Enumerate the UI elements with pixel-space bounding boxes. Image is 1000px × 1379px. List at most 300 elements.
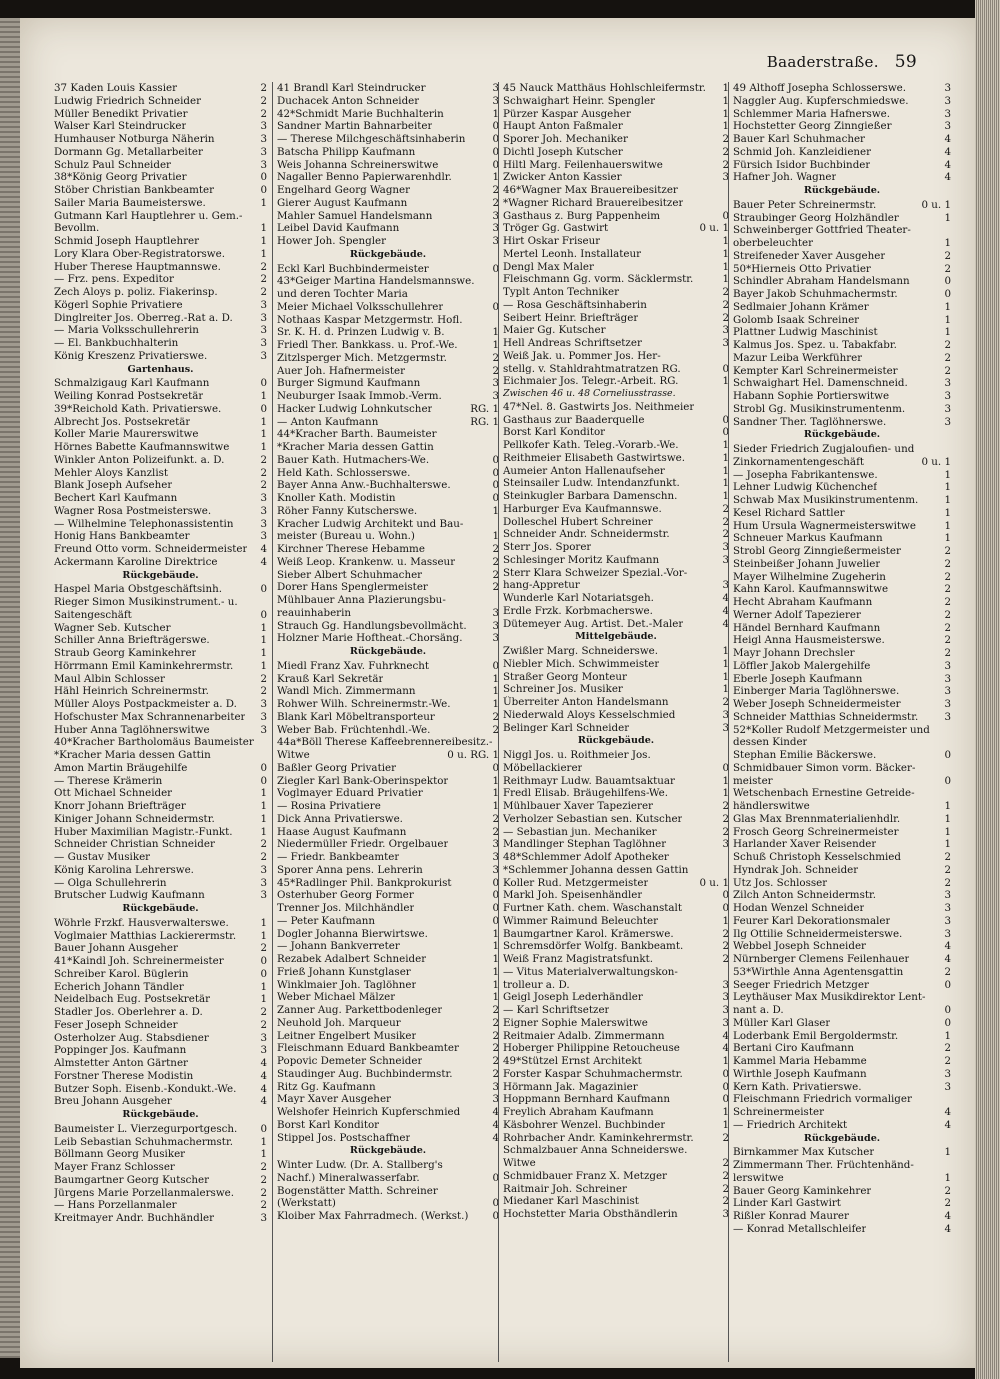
resident-name: Schweinberger Gottfried Theater- bbox=[733, 224, 911, 237]
resident-entry bbox=[54, 299, 267, 312]
resident-entry bbox=[503, 618, 729, 631]
resident-entry bbox=[54, 800, 267, 813]
resident-name: Maul Albin Schlosser bbox=[54, 672, 165, 685]
resident-name: Baumeister L. Vierzegurportgesch. bbox=[54, 1122, 238, 1135]
resident-name: Humhauser Notburga Näherin bbox=[54, 133, 215, 145]
resident-entry bbox=[503, 1042, 729, 1055]
resident-entry bbox=[277, 966, 499, 979]
resident-name: Löffler Jakob Malergehilfe bbox=[733, 659, 871, 672]
resident-name: Hiltl Marg. Feilenhauerswitwe bbox=[503, 158, 663, 171]
resident-entry bbox=[54, 749, 267, 762]
resident-name: — El. Bankbuchhalterin bbox=[54, 337, 179, 349]
resident-name: Leibel David Kaufmann bbox=[277, 222, 400, 235]
floor-number: 3 bbox=[260, 863, 267, 876]
resident-entry bbox=[503, 426, 729, 439]
resident-entry bbox=[733, 1223, 951, 1236]
floor-number: 1 bbox=[722, 657, 729, 670]
floor-number: 2 bbox=[260, 1199, 267, 1212]
resident-name: Frosch Georg Schreinermeister bbox=[733, 825, 899, 838]
resident-entry bbox=[503, 851, 729, 864]
resident-name: Straubinger Georg Holzhändler bbox=[733, 211, 899, 224]
resident-name: Mertel Leonh. Installateur bbox=[503, 247, 642, 260]
floor-number: 1 bbox=[722, 1106, 729, 1118]
resident-name: Zimmermann Ther. Früchtenhänd- bbox=[733, 1159, 914, 1171]
resident-entry bbox=[54, 981, 267, 994]
resident-entry bbox=[54, 324, 267, 337]
resident-entry bbox=[733, 966, 951, 979]
resident-entry bbox=[733, 685, 951, 698]
resident-entry bbox=[503, 1093, 729, 1106]
floor-number: 3 bbox=[260, 120, 267, 133]
floor-number: 1 bbox=[722, 1055, 729, 1067]
floor-number: 0 bbox=[492, 453, 499, 466]
floor-number: 3 bbox=[492, 209, 499, 222]
resident-name: Mehler Aloys Kanzlist bbox=[54, 466, 169, 479]
resident-entry bbox=[54, 1187, 267, 1200]
resident-name: Schlesinger Moritz Kaufmann bbox=[503, 553, 660, 566]
resident-name: Neuhold Joh. Marqueur bbox=[277, 1016, 401, 1029]
resident-entry bbox=[503, 1144, 729, 1157]
floor-number: 1 bbox=[492, 339, 499, 351]
floor-number: 3 bbox=[944, 120, 951, 133]
column-2 bbox=[272, 82, 499, 1362]
resident-entry bbox=[733, 212, 951, 225]
floor-number: 1 bbox=[260, 980, 267, 993]
resident-entry bbox=[733, 416, 951, 429]
resident-name: Welshofer Heinrich Kupferschmied bbox=[277, 1106, 461, 1118]
floor-number: 2 bbox=[492, 1029, 499, 1042]
resident-entry bbox=[733, 390, 951, 403]
resident-entry bbox=[503, 1017, 729, 1030]
floor-number bbox=[947, 1093, 951, 1106]
resident-entry bbox=[277, 146, 499, 159]
floor-number: 3 bbox=[260, 710, 267, 723]
floor-number: 3 bbox=[944, 672, 951, 685]
resident-entry bbox=[733, 494, 951, 507]
resident-entry bbox=[733, 1106, 951, 1119]
resident-name: Gasthaus zur Baaderquelle bbox=[503, 413, 645, 426]
floor-number: 0 bbox=[492, 659, 499, 672]
resident-name: 52*Koller Rudolf Metzgermeister und bbox=[733, 723, 930, 736]
floor-number bbox=[947, 443, 951, 456]
floor-number: RG. 1 bbox=[470, 402, 499, 415]
resident-name: Gierer August Kaufmann bbox=[277, 196, 408, 209]
floor-number: 3 bbox=[722, 171, 729, 184]
floor-number: 4 bbox=[260, 1095, 267, 1108]
floor-number: 1 bbox=[492, 965, 499, 978]
floor-number: 1 bbox=[492, 800, 499, 812]
resident-entry bbox=[733, 507, 951, 520]
resident-name: Bogenstätter Matth. Schreiner bbox=[277, 1184, 438, 1197]
floor-number: 1 bbox=[722, 670, 729, 683]
floor-number: 3 bbox=[260, 1212, 267, 1224]
floor-number: 2 bbox=[260, 273, 267, 286]
floor-number: 1 bbox=[492, 787, 499, 800]
resident-entry bbox=[277, 851, 499, 864]
resident-entry bbox=[503, 95, 729, 108]
resident-entry bbox=[277, 698, 499, 711]
resident-name: Haspel Maria Obstgeschäftsinh. bbox=[54, 583, 222, 596]
floor-number: 4 bbox=[260, 1082, 267, 1095]
resident-entry bbox=[733, 250, 951, 263]
resident-entry bbox=[277, 749, 499, 762]
resident-entry bbox=[733, 698, 951, 711]
resident-entry bbox=[277, 813, 499, 826]
floor-number: 3 bbox=[722, 1004, 729, 1016]
resident-name: Rißler Konrad Maurer bbox=[733, 1210, 849, 1222]
column-4 bbox=[728, 82, 951, 1362]
floor-number: 1 bbox=[260, 800, 267, 812]
floor-number: 2 bbox=[722, 1195, 729, 1208]
floor-number: 0 bbox=[260, 402, 267, 415]
resident-name: Fürsich Isidor Buchbinder bbox=[733, 158, 871, 171]
resident-name: Plattner Ludwig Maschinist bbox=[733, 326, 878, 339]
resident-name: 41*Kaindl Joh. Schreinermeister bbox=[54, 955, 224, 967]
floor-number: 1 bbox=[260, 235, 267, 247]
resident-entry bbox=[733, 1119, 951, 1132]
floor-number: 3 bbox=[722, 324, 729, 337]
resident-entry bbox=[503, 171, 729, 184]
resident-entry bbox=[54, 146, 267, 159]
resident-name: Weiß Franz Magistratsfunkt. bbox=[503, 953, 654, 965]
resident-entry bbox=[54, 955, 267, 968]
resident-entry bbox=[733, 558, 951, 571]
resident-entry bbox=[733, 571, 951, 584]
floor-number: 2 bbox=[260, 942, 267, 955]
floor-number: 3 bbox=[260, 530, 267, 543]
resident-entry bbox=[54, 968, 267, 981]
floor-number: 2 bbox=[260, 453, 267, 466]
resident-name: Linder Karl Gastwirt bbox=[733, 1197, 841, 1210]
resident-entry bbox=[503, 490, 729, 503]
resident-entry bbox=[733, 634, 951, 647]
floor-number: 0 bbox=[944, 1016, 951, 1029]
resident-name: Sterr Klara Schweizer Spezial.-Vor- bbox=[503, 566, 688, 579]
floor-number: 1 bbox=[944, 313, 951, 326]
resident-name: Müller Karl Glaser bbox=[733, 1016, 831, 1029]
resident-name: Strobl Georg Zinngießermeister bbox=[733, 545, 901, 557]
resident-entry bbox=[277, 1042, 499, 1055]
resident-entry bbox=[503, 1183, 729, 1196]
resident-entry bbox=[733, 237, 951, 250]
floor-number: 3 bbox=[492, 838, 499, 851]
resident-entry bbox=[277, 1132, 499, 1145]
floor-number: 2 bbox=[944, 570, 951, 583]
floor-number bbox=[947, 762, 951, 775]
floor-number: 0 bbox=[944, 749, 951, 761]
resident-name: Golomb Isaak Schreiner bbox=[733, 313, 860, 326]
resident-name: Leib Sebastian Schuhmachermstr. bbox=[54, 1135, 234, 1148]
resident-name: Rohrbacher Andr. Kaminkehrermstr. bbox=[503, 1131, 694, 1144]
resident-entry bbox=[503, 864, 729, 877]
resident-entry bbox=[54, 403, 267, 416]
resident-name: Nagaller Benno Papierwarenhdlr. bbox=[277, 171, 452, 184]
resident-entry bbox=[503, 800, 729, 813]
resident-name: Hochstetter Maria Obsthändlerin bbox=[503, 1208, 678, 1220]
floor-number: 1 bbox=[260, 812, 267, 825]
floor-number: 2 bbox=[492, 568, 499, 581]
resident-name: Streifeneder Xaver Ausgeher bbox=[733, 249, 886, 262]
resident-name: stellg. v. Stahldrahtmatratzen RG. bbox=[503, 362, 681, 375]
resident-entry bbox=[733, 736, 951, 749]
floor-number: 0 u. 1 bbox=[921, 198, 951, 211]
resident-name: Zitzlsperger Mich. Metzgermstr. bbox=[277, 351, 447, 364]
resident-entry bbox=[277, 607, 499, 620]
resident-name: 50*Hierneis Otto Privatier bbox=[733, 262, 871, 275]
floor-number: 4 bbox=[722, 1042, 729, 1055]
floor-number: 1 bbox=[944, 1029, 951, 1042]
resident-entry bbox=[277, 800, 499, 813]
resident-entry bbox=[733, 377, 951, 390]
resident-name: Burger Sigmund Kaufmann bbox=[277, 377, 421, 390]
resident-entry bbox=[54, 583, 267, 596]
resident-entry bbox=[277, 940, 499, 953]
floor-number: 1 bbox=[944, 532, 951, 545]
resident-name: Zwicker Anton Kassier bbox=[503, 171, 622, 184]
resident-name: — Josepha Fabrikantenswe. bbox=[733, 468, 878, 481]
floor-number: 0 bbox=[492, 1197, 499, 1210]
resident-name: Voglmaier Matthias Lackierermstr. bbox=[54, 929, 237, 942]
resident-entry bbox=[277, 377, 499, 390]
resident-entry bbox=[733, 301, 951, 314]
floor-number: 1 bbox=[492, 978, 499, 991]
resident-name: Händel Bernhard Kaufmann bbox=[733, 621, 881, 634]
resident-entry bbox=[277, 787, 499, 800]
resident-entry bbox=[503, 108, 729, 121]
resident-entry bbox=[733, 82, 951, 95]
resident-entry bbox=[277, 915, 499, 928]
floor-number: 1 bbox=[944, 494, 951, 506]
resident-name: Nürnberger Clemens Feilenhauer bbox=[733, 953, 910, 965]
resident-entry bbox=[54, 108, 267, 121]
resident-name: Markl Joh. Speisenhändler bbox=[503, 889, 643, 902]
resident-entry bbox=[277, 95, 499, 108]
resident-name: 49 Althoff Josepha Schlosserswe. bbox=[733, 82, 906, 94]
resident-entry bbox=[733, 775, 951, 788]
resident-entry bbox=[733, 1197, 951, 1210]
resident-entry bbox=[503, 902, 729, 915]
resident-entry bbox=[733, 1055, 951, 1068]
resident-name: Stadler Jos. Oberlehrer a. D. bbox=[54, 1006, 203, 1018]
resident-entry bbox=[277, 263, 499, 276]
resident-entry bbox=[277, 1159, 499, 1172]
floor-number: 3 bbox=[944, 698, 951, 710]
resident-name: Kern Kath. Privatierswe. bbox=[733, 1080, 862, 1093]
resident-entry bbox=[503, 787, 729, 800]
resident-entry bbox=[733, 199, 951, 212]
page-header bbox=[767, 52, 917, 72]
resident-entry bbox=[733, 263, 951, 276]
resident-entry bbox=[733, 1185, 951, 1198]
floor-number: 4 bbox=[944, 940, 951, 953]
resident-entry bbox=[503, 528, 729, 541]
resident-name: Hacker Ludwig Lohnkutscher bbox=[277, 402, 433, 415]
floor-number: 2 bbox=[944, 608, 951, 621]
resident-name: Fleischmann Friedrich vormaliger bbox=[733, 1093, 912, 1106]
page-number: 59 bbox=[894, 52, 917, 72]
resident-name: oberbeleuchter bbox=[733, 237, 814, 249]
floor-number: 1 bbox=[492, 698, 499, 710]
floor-number: 1 bbox=[722, 645, 729, 657]
floor-number: 1 bbox=[944, 1146, 951, 1159]
floor-number bbox=[263, 749, 267, 762]
floor-number: 3 bbox=[944, 1080, 951, 1093]
resident-entry bbox=[733, 889, 951, 902]
resident-name: Bechert Karl Kaufmann bbox=[54, 492, 178, 504]
resident-name: Almstetter Anton Gärtner bbox=[54, 1057, 188, 1069]
resident-entry bbox=[277, 390, 499, 403]
resident-entry bbox=[733, 95, 951, 108]
resident-name: Bertani Ciro Kaufmann bbox=[733, 1042, 855, 1055]
resident-entry bbox=[503, 683, 729, 696]
resident-entry bbox=[277, 1210, 499, 1223]
resident-name: — Friedrich Architekt bbox=[733, 1118, 848, 1131]
floor-number: 0 bbox=[260, 184, 267, 196]
resident-name: Weber Bab. Früchtenhdl.-We. bbox=[277, 723, 431, 736]
floor-number: 1 bbox=[722, 914, 729, 927]
resident-entry bbox=[503, 1055, 729, 1068]
resident-name: Dolleschel Hubert Schreiner bbox=[503, 515, 653, 528]
resident-name: Wirthle Joseph Kaufmann bbox=[733, 1067, 867, 1080]
resident-name: — Johann Bankverreter bbox=[277, 940, 400, 953]
resident-entry bbox=[733, 647, 951, 660]
floor-number: 3 bbox=[260, 1031, 267, 1044]
resident-name: Böllmann Georg Musiker bbox=[54, 1148, 186, 1161]
resident-name: Schmidbauer Simon vorm. Bäcker- bbox=[733, 761, 916, 774]
resident-name: Jürgens Marie Porzellanmalerswe. bbox=[54, 1186, 235, 1199]
resident-name: Knorr Johann Briefträger bbox=[54, 800, 186, 812]
floor-number: 2 bbox=[944, 647, 951, 659]
resident-entry bbox=[733, 1172, 951, 1185]
resident-name: Voglmayer Eduard Privatier bbox=[277, 787, 423, 800]
resident-entry bbox=[733, 940, 951, 953]
floor-number: 4 bbox=[944, 133, 951, 145]
resident-name: Schiller Anna Briefträgerswe. bbox=[54, 634, 210, 647]
resident-name: Stephan Emilie Bäckerswe. bbox=[733, 749, 877, 761]
resident-name: Mayr Johann Drechsler bbox=[733, 647, 855, 659]
resident-entry bbox=[277, 301, 499, 314]
resident-name: Hörnes Babette Kaufmannswitwe bbox=[54, 441, 230, 453]
resident-entry bbox=[733, 224, 951, 237]
resident-entry bbox=[733, 724, 951, 737]
resident-name: Bauer Georg Kaminkehrer bbox=[733, 1184, 872, 1197]
floor-number: 0 bbox=[722, 362, 729, 375]
floor-number: 2 bbox=[944, 557, 951, 570]
resident-name: Dormann Gg. Metallarbeiter bbox=[54, 145, 203, 158]
resident-name: Kiniger Johann Schneidermstr. bbox=[54, 812, 215, 825]
floor-number: 2 bbox=[492, 581, 499, 594]
resident-name: — Frz. pens. Expeditor bbox=[54, 273, 174, 286]
floor-number: 1 bbox=[492, 940, 499, 953]
floor-number: 1 bbox=[944, 468, 951, 481]
resident-name: Steinkugler Barbara Damenschn. bbox=[503, 490, 678, 502]
resident-name: Schmid Joseph Hauptlehrer bbox=[54, 235, 200, 247]
resident-entry bbox=[733, 545, 951, 558]
floor-number: 3 bbox=[944, 889, 951, 902]
floor-number: 3 bbox=[722, 978, 729, 991]
resident-entry bbox=[54, 838, 267, 851]
floor-number: 2 bbox=[492, 1016, 499, 1029]
resident-entry bbox=[54, 1044, 267, 1057]
resident-name: Habann Sophie Portierswitwe bbox=[733, 390, 890, 402]
floor-number: 0 bbox=[260, 967, 267, 980]
resident-entry bbox=[277, 556, 499, 569]
resident-name: Sterr Jos. Sporer bbox=[503, 541, 592, 553]
resident-name: Möbellackierer bbox=[503, 761, 583, 774]
resident-name: Schwaighart Hel. Damenschneid. bbox=[733, 377, 908, 390]
resident-entry bbox=[54, 787, 267, 800]
resident-entry bbox=[733, 673, 951, 686]
resident-entry bbox=[503, 82, 729, 95]
resident-name: Schwab Max Musikinstrumentenm. bbox=[733, 494, 919, 506]
resident-name: Schwaighart Heinr. Spengler bbox=[503, 94, 655, 107]
resident-entry bbox=[54, 467, 267, 480]
resident-name: — Karl Schriftsetzer bbox=[503, 1004, 610, 1016]
resident-name: Rohwer Wilh. Schreinermstr.-We. bbox=[277, 698, 451, 710]
resident-entry bbox=[277, 724, 499, 737]
resident-name: 41 Brandl Karl Steindrucker bbox=[277, 82, 426, 94]
resident-name: Haase August Kaufmann bbox=[277, 825, 407, 838]
floor-number bbox=[263, 736, 267, 749]
resident-name: Wetschenbach Ernestine Getreide- bbox=[733, 787, 915, 800]
resident-entry bbox=[54, 210, 267, 223]
floor-number: 1 bbox=[260, 247, 267, 260]
section-heading: Rückgebäude. bbox=[349, 646, 427, 657]
resident-name: Kempter Karl Schreinermeister bbox=[733, 364, 898, 377]
resident-entry bbox=[733, 365, 951, 378]
floor-number: 3 bbox=[722, 1208, 729, 1220]
resident-name: Leythäuser Max Musikdirektor Lent- bbox=[733, 991, 926, 1004]
floor-number: 1 bbox=[722, 82, 729, 94]
resident-entry bbox=[277, 1197, 499, 1210]
floor-number: 2 bbox=[944, 262, 951, 275]
floor-number: 3 bbox=[722, 553, 729, 566]
resident-entry bbox=[54, 1123, 267, 1136]
floor-number: 4 bbox=[260, 555, 267, 568]
resident-name: Straub Georg Kaminkehrer bbox=[54, 647, 197, 659]
resident-entry bbox=[503, 414, 729, 427]
floor-number: 1 bbox=[944, 838, 951, 851]
resident-entry bbox=[503, 979, 729, 992]
floor-number: 2 bbox=[944, 1184, 951, 1197]
resident-entry bbox=[277, 877, 499, 890]
resident-name: — Hans Porzellanmaler bbox=[54, 1199, 177, 1212]
floor-number bbox=[947, 787, 951, 800]
resident-entry bbox=[733, 864, 951, 877]
floor-number: 2 bbox=[260, 1173, 267, 1186]
floor-number: 3 bbox=[492, 1093, 499, 1106]
section-heading: Rückgebäude. bbox=[803, 185, 881, 196]
resident-entry bbox=[277, 660, 499, 673]
resident-name: Freund Otto vorm. Schneidermeister bbox=[54, 543, 248, 555]
resident-name: Mazur Leiba Werkführer bbox=[733, 351, 863, 364]
resident-name: Weiling Konrad Postsekretär bbox=[54, 390, 204, 402]
resident-entry bbox=[54, 171, 267, 184]
resident-name: Reitmaier Adalb. Zimmermann bbox=[503, 1029, 665, 1042]
resident-entry bbox=[54, 454, 267, 467]
resident-name: Bauer Johann Ausgeher bbox=[54, 942, 178, 955]
resident-name: Fredl Elisab. Bräugehilfens-We. bbox=[503, 787, 668, 800]
resident-name: Kögerl Sophie Privatiere bbox=[54, 298, 183, 311]
resident-entry bbox=[277, 222, 499, 235]
floor-number: 0 bbox=[722, 1067, 729, 1080]
floor-number: 2 bbox=[722, 311, 729, 324]
resident-entry bbox=[277, 492, 499, 505]
floor-number: 3 bbox=[492, 82, 499, 94]
floor-number: 3 bbox=[944, 914, 951, 927]
resident-name: Hoppmann Bernhard Kaufmann bbox=[503, 1093, 671, 1106]
resident-entry bbox=[503, 1195, 729, 1208]
